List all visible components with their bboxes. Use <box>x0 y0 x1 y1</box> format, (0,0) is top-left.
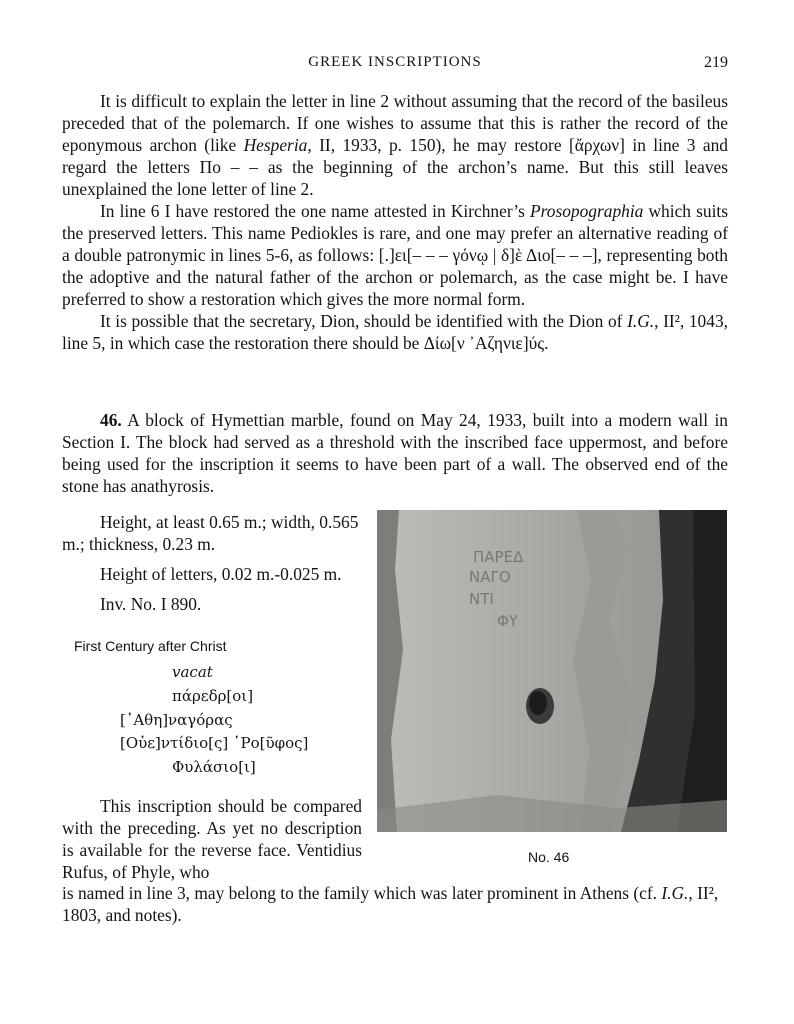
running-header: GREEK INSCRIPTIONS <box>308 54 482 70</box>
entry-number: 46. <box>100 410 122 430</box>
inscription-line-1: πάρεδρ[οι] <box>172 687 254 705</box>
stone-letters-2: ΝΑΓΟ <box>469 568 511 586</box>
inscription-line-3: [Οὐε]ντίδιο[ς] ῾Ρο[ῦφος] <box>120 734 309 752</box>
inscription-date: First Century after Christ <box>74 638 227 654</box>
letter-height: Height of letters, 0.02 m.-0.025 m. <box>100 564 342 584</box>
inventory-number: Inv. No. I 890. <box>100 594 202 614</box>
inscription-line-vacat: vacat <box>172 663 213 681</box>
closing-paragraph-continued: is named in line 3, may belong to the family which was later prominent in Athens (cf. I.G., II², 1803, and notes). <box>62 883 719 925</box>
inscription-line-4: Φυλάσιο[ι] <box>172 758 256 776</box>
photo-caption: No. 46 <box>528 849 570 865</box>
stone-dimensions: Height, at least 0.65 m.; width, 0.565 m.; thickness, 0.23 m. <box>62 512 359 554</box>
entry-46-description: 46. A block of Hymettian marble, found on May 24, 1933, built into a modern wall in Section I. The block had served as a threshold with the inscribed face uppermost, and before being used for the inscription it seems to have been part of a wall. The observed end of the stone has anathyrosis. <box>62 410 728 496</box>
page-number: 219 <box>704 54 728 71</box>
commentary-section <box>62 90 728 354</box>
stone-photograph <box>377 510 727 832</box>
stone-letters-3: ΝΤΙ <box>469 590 494 608</box>
inscription-line-2: [᾿Αθη]ναγόρας <box>120 711 233 729</box>
stone-letters-4: ΦΥ <box>497 612 518 630</box>
commentary-paragraph-1: It is difficult to explain the letter in line 2 without assuming that the record of the basileus preceded that of the polemarch. If one wishes to assume that this is rather the record of the eponymous archon (like Hesperia, II, 1933, p. 150), he may restore [ἄρχων] in line 3 and regard the letters Πο – – as the beginning of the archon’s name. But this still leaves unexplained the lone letter of line 2. <box>62 91 728 199</box>
commentary-paragraph-3: It is possible that the secretary, Dion, should be identified with the Dion of I.G., II², 1043, line 5, in which case the restoration there should be Δίω[ν ᾿Αζηνιε]ύς. <box>62 311 728 353</box>
closing-paragraph: This inscription should be compared with the preceding. As yet no description is available for the reverse face. Ventidius Rufus, of Phyle, who <box>62 796 362 882</box>
stone-photo-image <box>377 510 727 832</box>
stone-letters-1: ΠΑΡΕΔ <box>473 548 524 566</box>
stone-specs <box>62 511 362 623</box>
commentary-paragraph-2: In line 6 I have restored the one name attested in Kirchner’s Prosopographia which suits the preserved letters. This name Pediokles is rare, and one may prefer an alternative reading of a double patronymic in lines 5-6, as follows: [.]ει[– – – γόνῳ | δ]ὲ Διο[– – –], representing both the adoptive and the natural father of the archon or polemarch, as the case might be. I have preferred to show a restoration which gives the more normal form. <box>62 201 729 309</box>
